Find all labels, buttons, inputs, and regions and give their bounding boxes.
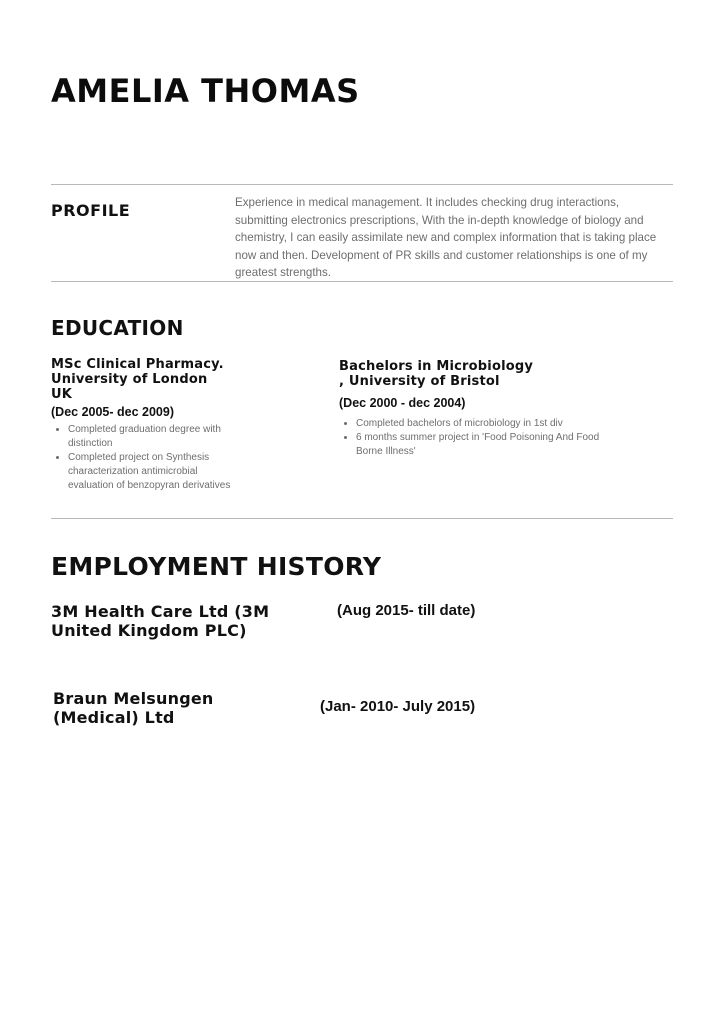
- degree-institution: , University of Bristol: [339, 374, 500, 389]
- education-entry: [339, 359, 619, 459]
- degree-dates: (Dec 2000 - dec 2004): [339, 396, 466, 410]
- employment-heading: EMPLOYMENT HISTORY: [51, 552, 382, 581]
- job-dates: (Jan- 2010- July 2015): [320, 698, 476, 715]
- degree-bullets: [51, 423, 241, 493]
- list-item: • Completed project on Synthesis characterization antimicrobial evaluation of benzopyran derivatives: [68, 451, 241, 493]
- divider: [51, 518, 673, 519]
- degree-dates: (Dec 2005- dec 2009): [51, 405, 174, 419]
- list-item: • Completed bachelors of microbiology in 1st div: [356, 417, 626, 431]
- degree-institution: University of London: [51, 372, 208, 387]
- job-dates: (Aug 2015- till date): [337, 602, 476, 619]
- degree-bullets: [339, 417, 626, 459]
- profile-heading: PROFILE: [51, 201, 131, 220]
- profile-text: Experience in medical management. It includes checking drug interactions, submitting electronics prescriptions, With the in-depth knowledge of biology and chemistry, I can easily assimilate new and complex information that is taking place now and then. Development of PR skills and customer relationships is one of my greatest strengths.: [235, 196, 657, 279]
- candidate-name: AMELIA THOMAS: [51, 72, 360, 110]
- divider: [51, 281, 673, 282]
- job-company: (Medical) Ltd: [53, 708, 175, 727]
- degree-title: Bachelors in Microbiology: [339, 359, 534, 374]
- list-item: • 6 months summer project in 'Food Poisoning And Food Borne Illness': [356, 431, 626, 459]
- education-entry: [51, 357, 241, 493]
- job-entry: [53, 689, 313, 727]
- divider: [51, 184, 673, 185]
- degree-country: UK: [51, 387, 73, 402]
- list-item: • Completed graduation degree with distinction: [68, 423, 241, 451]
- job-company: Braun Melsungen: [53, 689, 214, 708]
- degree-title: MSc Clinical Pharmacy.: [51, 357, 224, 372]
- job-entry: [51, 602, 311, 640]
- job-company: 3M Health Care Ltd (3M: [51, 602, 270, 621]
- job-company: United Kingdom PLC): [51, 621, 247, 640]
- education-heading: EDUCATION: [51, 316, 184, 340]
